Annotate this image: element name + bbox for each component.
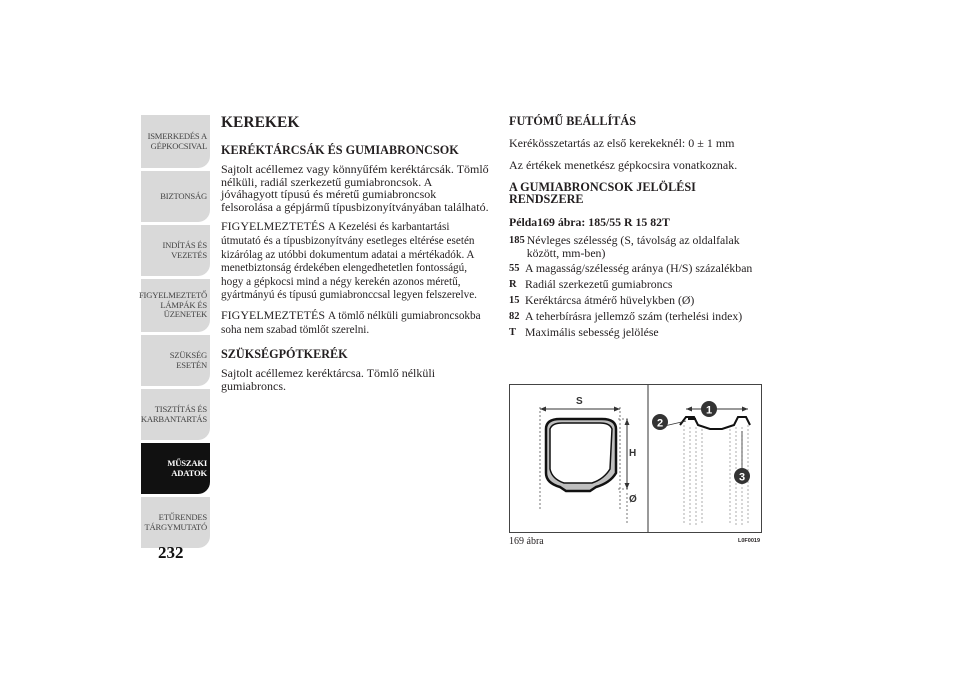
tab-maintenance[interactable]: [141, 389, 210, 440]
code-description: Névleges szélesség (S, távolság az oldalfalak között, mm-ben): [526, 233, 740, 260]
tab-label: TISZTÍTÁS ÉS KARBANTARTÁS: [140, 404, 207, 424]
spare-wheel-text: Sajtolt acéllemez keréktárcsa. Tömlő nélküli gumiabroncs.: [221, 366, 436, 393]
code-row: [509, 262, 773, 275]
code-key: 15: [509, 295, 520, 306]
callout-2: 2: [657, 417, 664, 430]
label-s: S: [576, 396, 583, 407]
tab-technical-data[interactable]: [141, 443, 210, 494]
code-key: R: [509, 279, 517, 290]
warning-label: FIGYELMEZTETÉS: [221, 219, 325, 234]
code-description: Keréktárcsa átmérő hüvelykben (Ø): [525, 293, 695, 307]
wheels-tyres-text: Sajtolt acéllemez vagy könnyűfém keréktárcsák. Tömlő nélküli, radiál szerkezetű gumiabroncsok. A jóváhagyott típusú és méretű gumiabroncsok felsorolása a gépjármű típusbizonyítványában található.: [221, 162, 489, 214]
right-column: [509, 109, 773, 342]
code-description: A magasság/szélesség aránya (H/S) százalékban: [525, 261, 753, 275]
tab-label: ETŰRENDES TÁRGYMUTATÓ: [144, 512, 207, 532]
warning-block-2: [221, 309, 489, 336]
tab-label: MŰSZAKI ADATOK: [167, 458, 207, 478]
tab-index[interactable]: [141, 497, 210, 548]
code-key: 55: [509, 263, 520, 274]
tab-emergency[interactable]: [141, 335, 210, 386]
warning-text: A tömlő nélküli gumiabroncsokba soha nem szabad tömlőt szerelni.: [221, 309, 481, 336]
code-description: Radiál szerkezetű gumiabroncs: [525, 277, 673, 291]
tab-warning-lights[interactable]: [138, 279, 210, 332]
page-number: 232: [158, 543, 184, 562]
section-heading-spare-wheel: SZÜKSÉGPÓTKERÉK: [221, 347, 348, 362]
alignment-note-text: Az értékek menetkész gépkocsira vonatkoznak.: [509, 157, 738, 172]
tab-label: INDÍTÁS ÉS VEZETÉS: [162, 240, 207, 260]
code-row: [509, 234, 773, 259]
callout-3: 3: [739, 471, 746, 484]
callout-1: 1: [706, 404, 713, 417]
code-description: Maximális sebesség jelölése: [525, 325, 659, 339]
code-key: 185: [509, 235, 525, 247]
section-heading-alignment: FUTÓMŰ BEÁLLÍTÁS: [509, 114, 636, 128]
page-title: KEREKEK: [221, 114, 300, 131]
label-diameter: Ø: [629, 494, 637, 505]
figure-code: L0F0019: [738, 538, 761, 544]
warning-label: FIGYELMEZTETÉS: [221, 307, 325, 322]
tyre-example: Példa169 ábra: 185/55 R 15 82T: [509, 215, 670, 230]
code-row: [509, 310, 773, 323]
warning-text: A Kezelési és karbantartási útmutató és a típusbizonyítvány esetleges eltérése esetén kizárólag az utóbbi dokumentum adatai a mértékadók. A menetbiztonság érdekében elengedhetetlen fontosságú, hogy a gépkocsi mind a négy kerekén azonos méretű, gyártmányú és típusú gumiabronccsal legyen felszerelve.: [221, 221, 477, 302]
rim-profile: [652, 401, 750, 525]
code-row: [509, 326, 773, 339]
tyre-diagram: [510, 385, 761, 532]
label-h: H: [629, 448, 637, 459]
tab-label: FIGYELMEZTETŐ LÁMPÁK ÉS ÜZENETEK: [138, 290, 207, 320]
code-key: 82: [509, 311, 520, 322]
code-row: [509, 278, 773, 291]
tab-safety[interactable]: [141, 171, 210, 222]
tab-label: ISMERKEDÉS A GÉPKOCSIVAL: [147, 131, 207, 151]
code-key: T: [509, 327, 517, 338]
tab-getting-to-know[interactable]: [141, 115, 210, 168]
alignment-toe-text: Kerékösszetartás az első kerekeknél: 0 ± 1 mm: [509, 136, 735, 150]
figure-caption: 169 ábra: [509, 536, 544, 547]
tab-starting-driving[interactable]: [141, 225, 210, 276]
tab-label: SZÜKSÉG ESETÉN: [169, 350, 207, 370]
warning-block-1: [221, 220, 489, 302]
code-description: A teherbírásra jellemző szám (terhelési index): [525, 309, 743, 323]
code-row: [509, 294, 773, 307]
section-heading-tyre-marking: A GUMIABRONCSOK JELÖLÉSI RENDSZERE: [509, 180, 696, 207]
tyre-cross-section: [540, 396, 637, 525]
tab-label: BIZTONSÁG: [160, 190, 207, 201]
left-column: [221, 109, 489, 399]
section-heading-wheels-tyres: KERÉKTÁRCSÁK ÉS GUMIABRONCSOK: [221, 143, 459, 157]
tyre-diagram-figure: [509, 384, 762, 533]
